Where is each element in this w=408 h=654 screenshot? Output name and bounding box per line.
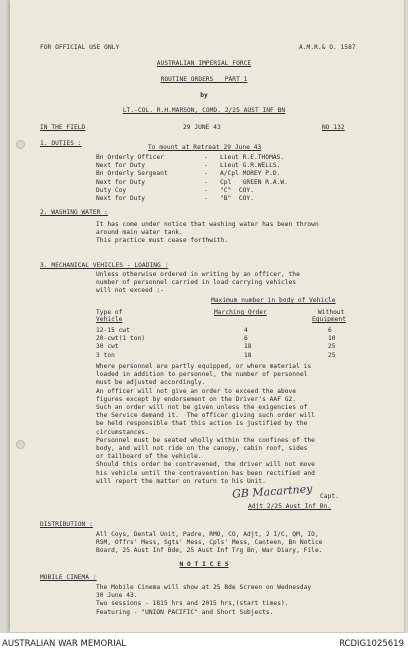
vehicles-body-line: or tailboard of the vehicle. [96,453,202,461]
without-equipment-cell: 6 [328,327,332,334]
vehicles-body-line: figures except by endorsement on the Driver's AAF G2. [96,395,297,403]
by-line: by [200,92,208,99]
duty-role: Next for Duty [96,195,146,202]
table-col-marching: Marching Order [214,309,267,316]
duty-name: A/Cpl MOREY P.D. [220,170,281,178]
table-col-without: Without [318,309,345,316]
duty-dash: - [204,154,208,161]
duty-role: Bn Orderly Sergeant [96,170,168,178]
vehicle-type-cell: 3 ton [96,351,115,359]
distribution-line: All Coys, Dental Unit, Padre, RMO, CO, Adjt, 2 I/C, QM, IO, [96,531,319,538]
duty-role: Bn Orderly Officer [96,154,164,161]
distribution-line: Board, 25 Aust Inf Bde, 25 Aust Inf Trg Bn, War Diary, File. [96,547,323,555]
force-title: AUSTRALIAN IMPERIAL FORCE [156,60,252,67]
vehicles-body-line: body, and will not ride on the canopy, cabin roof, sides [96,445,308,452]
vehicles-body-line: Where personnel are partly equipped, or where material is [96,363,312,370]
duty-role: Duty Coy [96,186,127,194]
signature-rank: Capt. [320,493,339,500]
vehicles-body-line: will report the matter on return to his Unit. [96,477,266,485]
without-equipment-cell: 25 [328,351,336,359]
vehicles-body-line: loaded in addition to personnel, the number of personnel [96,371,308,379]
distribution-heading: DISTRIBUTION : [40,521,93,528]
cinema-line: Featuring - "UNION PACIFIC" and Short Subjects. [96,608,274,616]
table-col-type: Type of [96,309,123,316]
washing-line: This practice must cease forthwith. [96,237,229,245]
punch-hole [16,140,25,149]
signature: GB Macartney [231,482,313,501]
duty-name: "C" COY. [220,186,254,194]
orders-title: ROUTINE ORDERS PART 1 [160,76,248,83]
duties-mount: To mount at Retreat 29 June 43 [148,144,262,151]
vehicles-body-line: An officer will not give an order to exceed the above [96,387,297,395]
vehicles-intro-line: Unless otherwise ordered in writing by an officer, the [96,271,300,278]
footer-source: AUSTRALIAN WAR MEMORIAL [2,639,127,649]
duty-dash: - [204,162,208,170]
vehicles-body-line: the Service demand it. The officer giving such order will [96,412,315,420]
marching-order-cell: 4 [244,327,248,334]
duty-name: Lieut R.E.THOMAS. [220,154,285,161]
order-date: 29 JUNE 43 [183,124,221,131]
distribution-line: RSM, Offrs' Mess, Sgts' Mess, Cpls' Mess, Canteen, Bn Notice [96,539,323,547]
duty-dash: - [204,186,208,194]
cinema-line: Two sessions - 1815 hrs and 2015 hrs,(start times). [96,600,289,608]
cinema-line: The Mobile Cinema will show at 25 Bde Screen on Wednesday [96,584,312,591]
vehicles-intro-line: number of personnel carried in load carrying vehicles [96,279,297,287]
footer-id: RCDIG1025619 [339,639,404,649]
vehicles-heading: 3. MECHANICAL VEHICLES - LOADING : [40,262,169,269]
duties-heading: 1. DUTIES : [40,140,82,147]
marching-order-cell: 18 [244,351,252,359]
washing-line: around main water tank. [96,229,183,237]
marching-order-cell: 6 [244,335,248,343]
order-number: NO 132 [322,124,345,131]
footer-bar [0,633,408,654]
cinema-heading: MOBILE CINEMA : [40,574,97,581]
cinema-line: 30 June 43. [96,592,138,600]
vehicles-body-line: Should this order be contravened, the driver will not move [96,461,315,469]
duty-role: Next for Duty [96,162,146,170]
vehicles-body-line: be held responsible that this action is justified by the [96,420,308,428]
vehicles-body-line: Personnel must be seated wholly within the confines of the [96,436,315,444]
table-col-type-2: Vehicle [96,316,123,323]
vehicles-body-line: his vehicle until the contravention has been rectified and [96,469,315,477]
document-reference: A.M.R.& O. 1587 [299,44,356,51]
vehicles-intro-line: will not exceed :- [96,287,164,295]
commander: LT.-COL. R.H.MARSON, COMD. 2/25 AUST INF BN [122,107,286,114]
duty-name: Lieut G.R.WELLS. [220,162,281,170]
duty-role: Next for Duty [96,178,146,186]
signature-title: Adjt 2/25 Aust Inf Bn. [248,503,332,510]
duty-dash: - [204,170,208,178]
duty-dash: - [204,178,208,186]
duty-dash: - [204,195,208,202]
without-equipment-cell: 10 [328,335,336,343]
punch-hole [16,440,25,449]
without-equipment-cell: 25 [328,343,336,351]
classification: FOR OFFICIAL USE ONLY [40,44,120,51]
washing-heading: 2. WASHING WATER : [40,209,108,216]
vehicle-type-cell: 20-cwt(1 ton) [96,335,146,343]
vehicle-type-cell: 30 cwt [96,343,119,351]
washing-line: It has come under notice that washing water has been thrown [96,221,319,228]
marching-order-cell: 18 [244,343,252,351]
vehicle-type-cell: 12-15 cwt [96,327,130,334]
duty-name: Cpl GREEN R.A.W. [220,178,288,186]
table-col-without-2: Equipment [312,316,346,323]
notices-heading: N O T I C E S [179,561,229,568]
place: IN THE FIELD [40,124,86,131]
duty-name: "B" COY. [220,195,254,202]
vehicles-body-line: Such an order will not be given unless the exigencies of [96,404,308,411]
vehicles-body-line: must be adjusted accordingly. [96,379,206,387]
vehicles-body-line: circumstances. [96,428,149,436]
table-span-header: Maximum number in body of Vehicle [211,297,336,304]
